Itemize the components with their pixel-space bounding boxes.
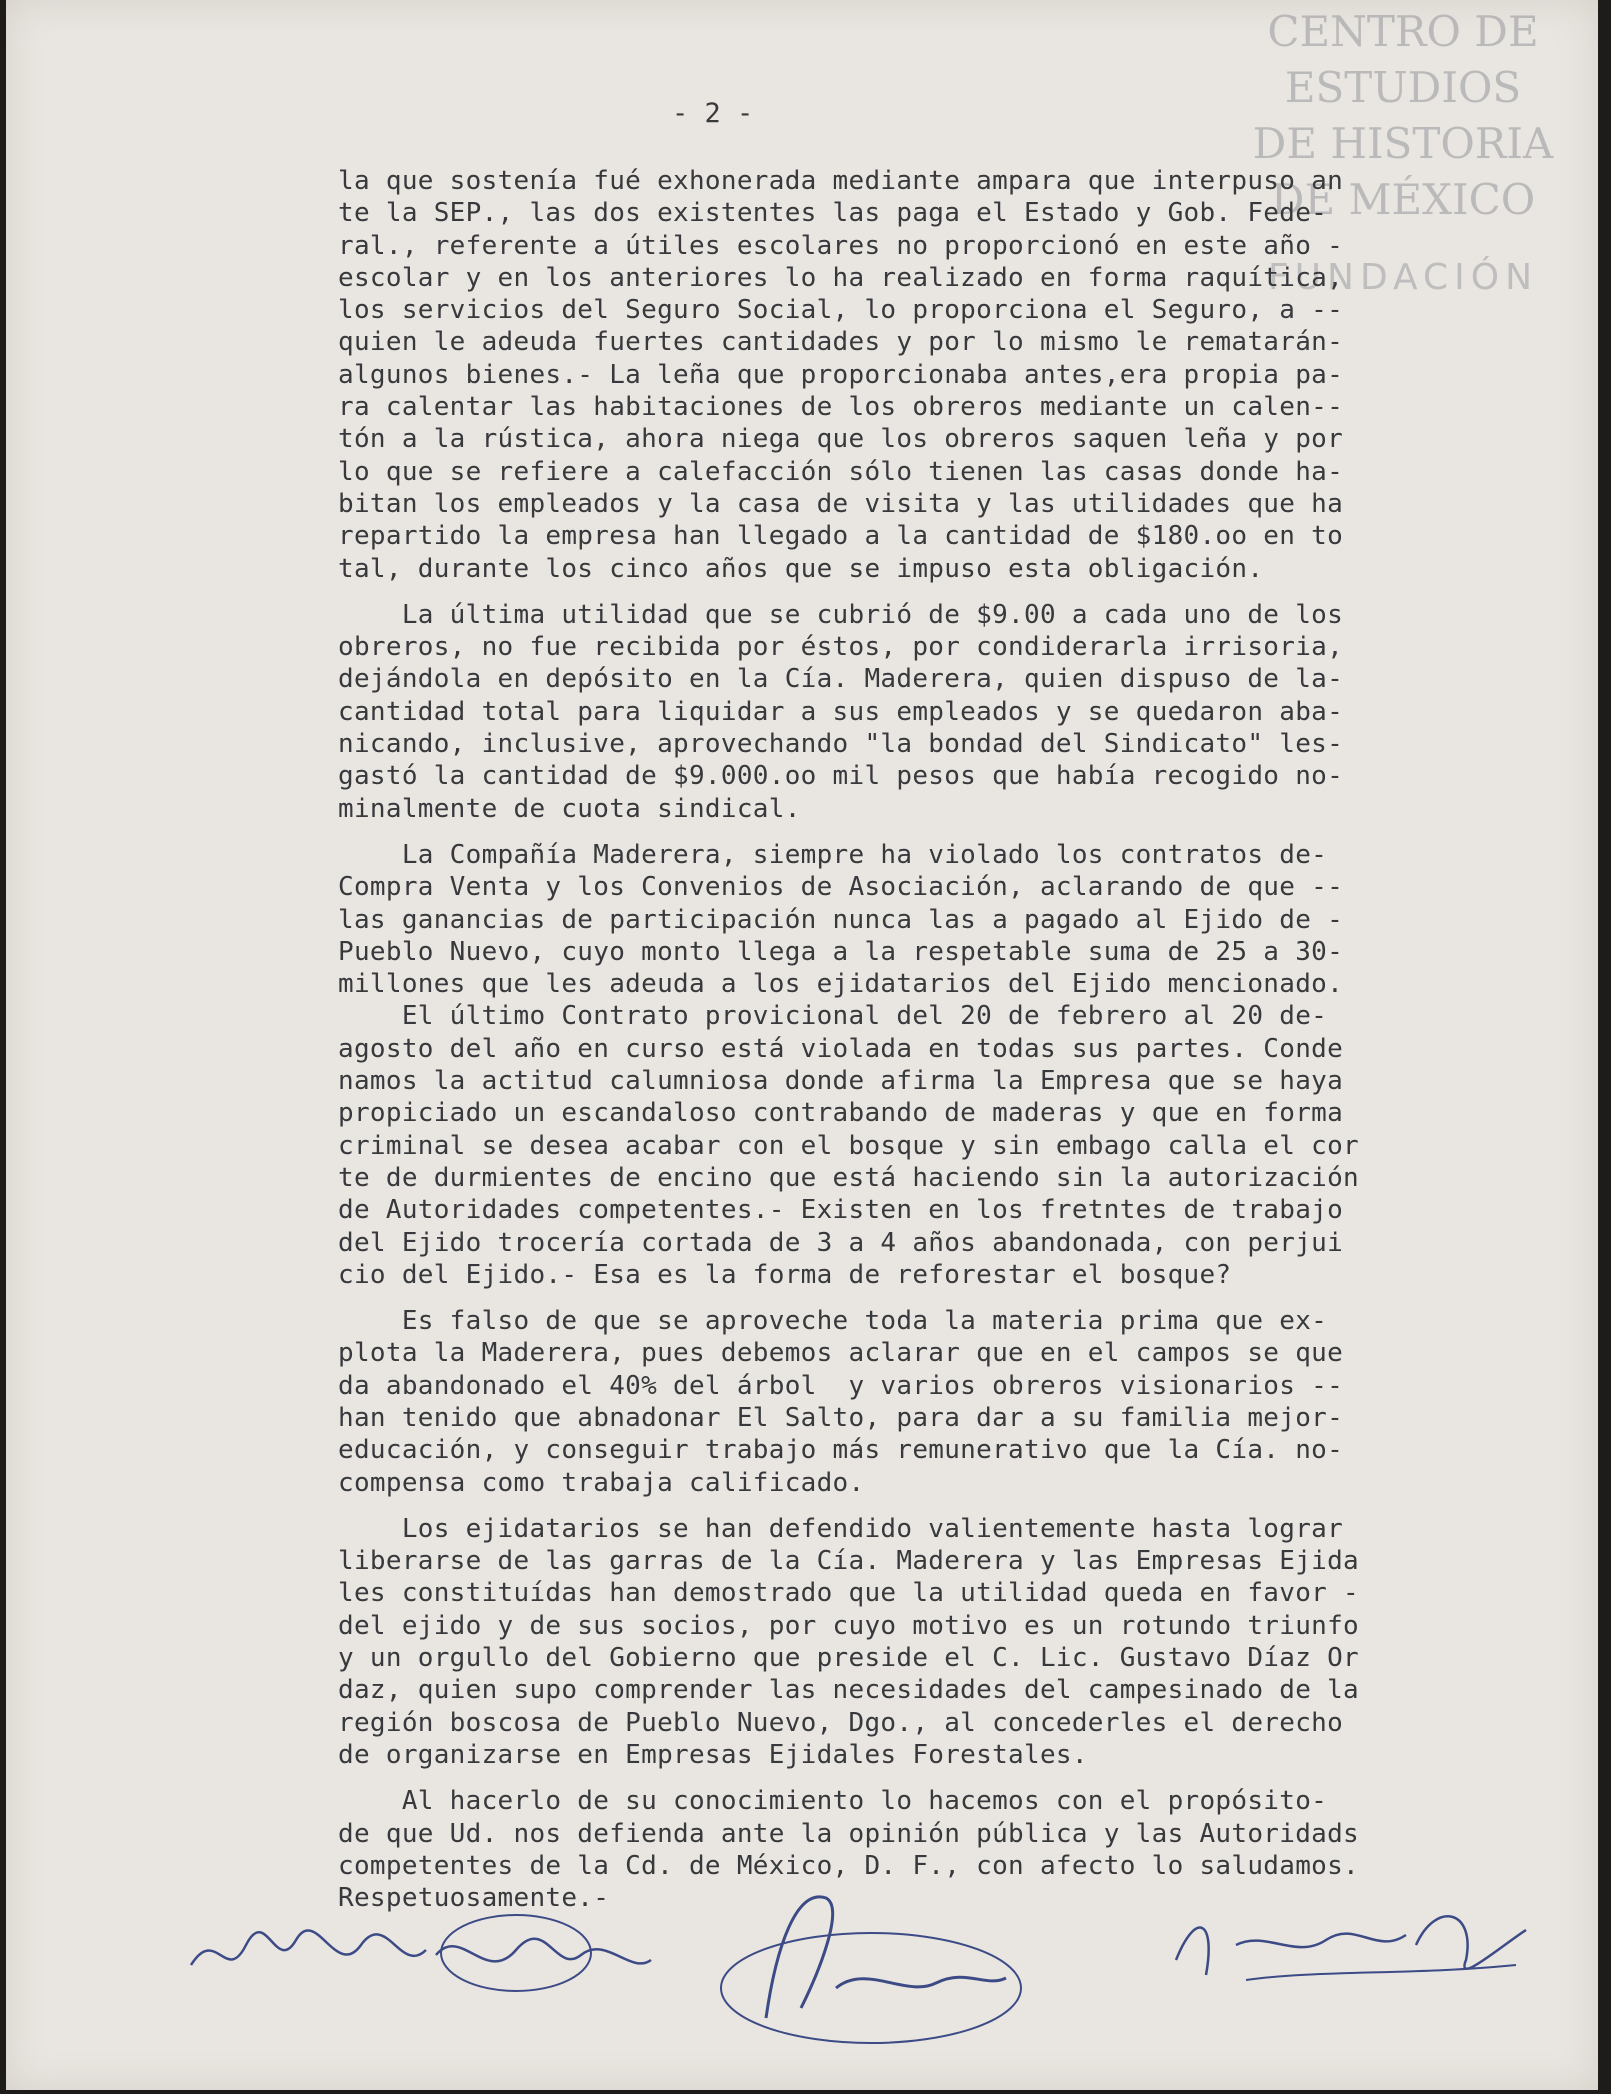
text-line: liberarse de las garras de la Cía. Maderera y las Empresas Ejida: [338, 1546, 1360, 1577]
text-line: plota la Maderera, pues debemos aclarar que en el campos se que: [338, 1338, 1344, 1369]
text-line: bitan los empleados y la casa de visita y las utilidades que ha: [338, 488, 1344, 519]
watermark-line: CENTRO DE: [1267, 7, 1539, 56]
text-line: algunos bienes.- La leña que proporcionaba antes,era propia pa-: [338, 359, 1344, 390]
text-line: de que Ud. nos defienda ante la opinión pública y las Autoridads: [338, 1818, 1360, 1849]
signature-scribble-icon: [706, 1868, 1036, 2058]
paragraph: [338, 1513, 1583, 1771]
text-line: y un orgullo del Gobierno que preside el C. Lic. Gustavo Díaz Or: [338, 1643, 1360, 1674]
signature-2: [706, 1868, 1036, 2058]
text-line: las ganancias de participación nunca las a pagado al Ejido de -: [338, 904, 1344, 935]
text-line: han tenido que abnadonar El Salto, para dar a su familia mejor-: [338, 1402, 1344, 1433]
text-line: nicando, inclusive, aprovechando "la bondad del Sindicato" les-: [338, 729, 1344, 760]
paragraph-gap: [338, 585, 1583, 599]
text-line: región boscosa de Pueblo Nuevo, Dgo., al concederles el derecho: [338, 1707, 1344, 1738]
signature-scribble-icon: [186, 1905, 656, 2000]
text-line: criminal se desea acabar con el bosque y sin embago calla el cor: [338, 1130, 1360, 1161]
text-line: Compra Venta y los Convenios de Asociación, aclarando de que --: [338, 872, 1344, 903]
text-line: tón a la rústica, ahora niega que los obreros saquen leña y por: [338, 424, 1344, 455]
text-line: gastó la cantidad de $9.000.oo mil pesos que había recogido no-: [338, 761, 1344, 792]
text-line: agosto del año en curso está violada en todas sus partes. Conde: [338, 1033, 1344, 1064]
text-line: Pueblo Nuevo, cuyo monto llega a la respetable suma de 25 a 30-: [338, 936, 1344, 967]
text-line: repartido la empresa han llegado a la cantidad de $180.oo en to: [338, 521, 1344, 552]
document-page: [6, 0, 1598, 2090]
watermark-line: DE HISTORIA: [1252, 119, 1554, 168]
text-line: La última utilidad que se cubrió de $9.00 a cada uno de los: [338, 599, 1344, 630]
text-line: ral., referente a útiles escolares no proporcionó en este año -: [338, 230, 1344, 261]
text-line: cantidad total para liquidar a sus empleados y se quedaron aba-: [338, 696, 1344, 727]
text-line: minalmente de cuota sindical.: [338, 793, 801, 824]
text-line: Al hacerlo de su conocimiento lo hacemos con el propósito-: [338, 1786, 1328, 1817]
paragraph: [338, 599, 1583, 825]
text-line: millones que les adeuda a los ejidatarios del Ejido mencionado.: [338, 969, 1344, 1000]
text-line: te de durmientes de encino que está haciendo sin la autorización: [338, 1162, 1360, 1193]
paragraph-gap: [338, 1291, 1583, 1305]
text-line: Es falso de que se aproveche toda la materia prima que ex-: [338, 1306, 1328, 1337]
text-line: de Autoridades competentes.- Existen en los fretntes de trabajo: [338, 1195, 1344, 1226]
text-line: lo que se refiere a calefacción sólo tienen las casas donde ha-: [338, 456, 1344, 487]
text-line: del ejido y de sus socios, por cuyo motivo es un rotundo triunfo: [338, 1610, 1360, 1641]
paragraph: [338, 165, 1583, 585]
text-line: quien le adeuda fuertes cantidades y por lo mismo le rematarán-: [338, 327, 1344, 358]
text-line: La Compañía Maderera, siempre ha violado los contratos de-: [338, 839, 1328, 870]
text-line: les constituídas han demostrado que la utilidad queda en favor -: [338, 1578, 1360, 1609]
paragraph: [338, 839, 1583, 1291]
paragraph-gap: [338, 825, 1583, 839]
text-line: daz, quien supo comprender las necesidades del campesinado de la: [338, 1675, 1360, 1706]
watermark-foundation: FUNDACIÓN: [1267, 257, 1539, 298]
paragraph: [338, 1305, 1583, 1499]
text-line: compensa como trabaja calificado.: [338, 1467, 865, 1498]
text-line: obreros, no fue recibida por éstos, por condiderarla irrisoria,: [338, 632, 1344, 663]
text-line: ra calentar las habitaciones de los obreros mediante un calen--: [338, 392, 1344, 423]
watermark-line: DE MÉXICO: [1270, 175, 1536, 224]
text-line: de organizarse en Empresas Ejidales Forestales.: [338, 1739, 1088, 1770]
text-line: Respetuosamente.-: [338, 1883, 610, 1914]
text-line: educación, y conseguir trabajo más remunerativo que la Cía. no-: [338, 1435, 1344, 1466]
letter-body: [338, 165, 1583, 1914]
text-line: competentes de la Cd. de México, D. F., con afecto lo saludamos.: [338, 1850, 1360, 1881]
signature-3: [1156, 1890, 1536, 2000]
paragraph-gap: [338, 1499, 1583, 1513]
text-line: te la SEP., las dos existentes las paga el Estado y Gob. Fede-: [338, 198, 1328, 229]
text-line: del Ejido trocería cortada de 3 a 4 años abandonada, con perjui: [338, 1227, 1344, 1258]
signature-1: [186, 1905, 656, 2000]
paragraph-gap: [338, 1771, 1583, 1785]
watermark-line: ESTUDIOS: [1284, 63, 1522, 112]
text-line: cio del Ejido.- Esa es la forma de reforestar el bosque?: [338, 1259, 1232, 1290]
text-line: propiciado un escandaloso contrabando de maderas y que en forma: [338, 1098, 1344, 1129]
text-line: tal, durante los cinco años que se impuso esta obligación.: [338, 553, 1264, 584]
page-number: - 2 -: [672, 98, 754, 129]
text-line: El último Contrato provicional del 20 de febrero al 20 de-: [338, 1001, 1328, 1032]
text-line: da abandonado el 40% del árbol y varios obreros visionarios --: [338, 1370, 1344, 1401]
text-line: Los ejidatarios se han defendido valientemente hasta lograr: [338, 1513, 1344, 1544]
text-line: la que sostenía fué exhonerada mediante ampara que interpuso an: [338, 166, 1344, 196]
text-line: escolar y en los anteriores lo ha realizado en forma raquítica,: [338, 262, 1344, 293]
text-line: namos la actitud calumniosa donde afirma la Empresa que se haya: [338, 1066, 1344, 1097]
text-line: dejándola en depósito en la Cía. Maderera, quien dispuso de la-: [338, 664, 1344, 695]
text-line: los servicios del Seguro Social, lo proporciona el Seguro, a --: [338, 295, 1344, 326]
signature-scribble-icon: [1156, 1890, 1536, 2000]
